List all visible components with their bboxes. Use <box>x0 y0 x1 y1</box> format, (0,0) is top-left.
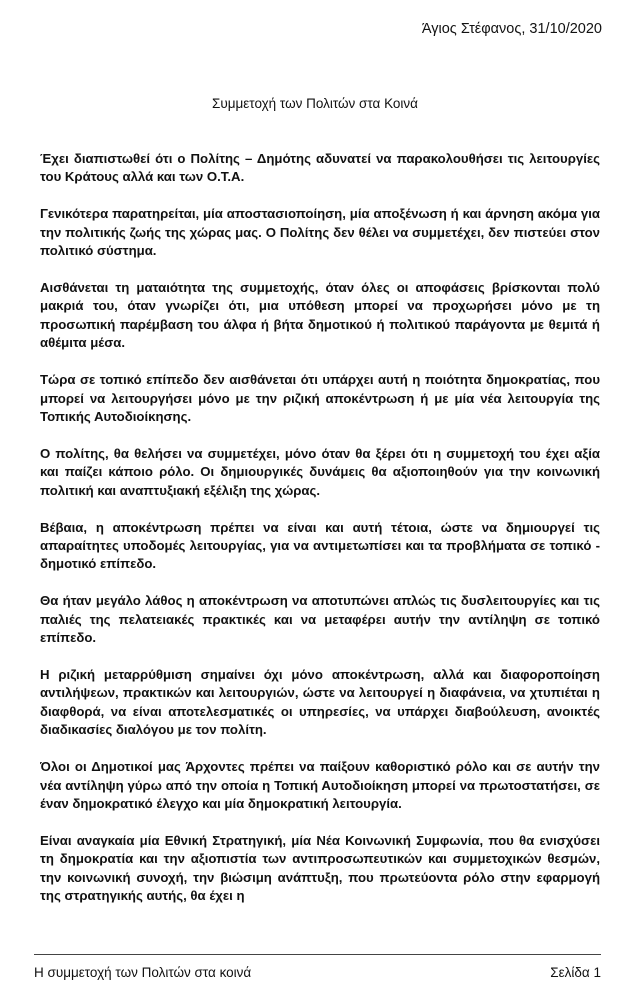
footer-title: Η συμμετοχή των Πολιτών στα κοινά <box>34 965 252 980</box>
paragraph: Έχει διαπιστωθεί ότι ο Πολίτης – Δημότης αδυνατεί να παρακολουθήσει τις λειτουργίες του Κράτους αλλά και των Ο.Τ.Α. <box>40 151 600 185</box>
document-body <box>40 150 600 953</box>
paragraph: Τώρα σε τοπικό επίπεδο δεν αισθάνεται ότι υπάρχει αυτή η ποιότητα δημοκρατίας, που μπορεί να λειτουργήσει μόνο με την ριζική αποκέντρωση ή με μία νέα λειτουργία της Τοπικής Αυτοδιοίκησης. <box>40 372 600 424</box>
paragraph: Αισθάνεται τη ματαιότητα της συμμετοχής, όταν όλες οι αποφάσεις βρίσκονται πολύ μακριά του, όταν γνωρίζει ότι, μια υπόθεση μπορεί να προχωρήσει μόνο με τη προσωπική παρέμβαση του άλφα ή βήτα δημοτικού ή πολιτικού παράγοντα με θεμιτά ή αθέμιτα μέσα. <box>40 280 600 351</box>
paragraph: Η ριζική μεταρρύθμιση σημαίνει όχι μόνο αποκέντρωση, αλλά και διαφοροποίηση αντιλήψεων, πρακτικών και λειτουργιών, ώστε να λειτουργεί η διαφάνεια, να χτυπιέται η διαφθορά, να είναι αποτελεσματικές οι υπηρεσίες, να υπάρχει διαβούλευση, ανοικτές διαδικασίες διαλόγου με τον πολίτη. <box>40 667 600 738</box>
paragraph: Είναι αναγκαία μία Εθνική Στρατηγική, μία Νέα Κοινωνική Συμφωνία, που θα ενισχύσει τη δημοκρατία και την αξιοπιστία των αντιπροσωπευτικών και συμμετοχικών θεσμών, την κοινωνική συνοχή, την βιώσιμη ανάπτυξη, που πρωτεύοντα ρόλο στην εφαρμογή της στρατηγικής αυτής, θα έχει η <box>40 832 600 904</box>
page-footer <box>34 954 601 980</box>
dateline: Άγιος Στέφανος, 31/10/2020 <box>421 21 602 37</box>
paragraph: Γενικότερα παρατηρείται, μία αποστασιοποίηση, μία αποξένωση ή και άρνηση ακόμα για την πολιτικής ζωής της χώρας μας. Ο Πολίτης δεν θέλει να συμμετέχει, δεν πιστεύει στον πολιτικό σύστημα. <box>40 206 600 259</box>
page-number: Σελίδα 1 <box>550 965 601 980</box>
paragraph: Όλοι οι Δημοτικοί μας Άρχοντες πρέπει να παίξουν καθοριστικό ρόλο και σε αυτήν την νέα αντίληψη γύρω από την οποία η Τοπική Αυτοδιοίκηση μπορεί να πρωτοστατήσει, σε έναν δημοκρατικό έλεγχο και μία δημοκρατική λειτουργία. <box>40 759 600 811</box>
document-title: Συμμετοχή των Πολιτών στα Κοινά <box>212 96 418 111</box>
paragraph: Βέβαια, η αποκέντρωση πρέπει να είναι και αυτή τέτοια, ώστε να δημιουργεί τις απαραίτητες υποδομές λειτουργίας, για να αντιμετωπίσει και τα προβλήματα σε τοπικό - δημοτικό επίπεδο. <box>40 519 600 572</box>
paragraph: Ο πολίτης, θα θελήσει να συμμετέχει, μόνο όταν θα ξέρει ότι η συμμετοχή του έχει αξία και παίζει κάποιο ρόλο. Οι δημιουργικές δυνάμεις θα αξιοποιηθούν για την κοινωνική πολιτική και αναπτυξιακή εξέλιξη της χώρας. <box>40 445 600 498</box>
paragraph: Θα ήταν μεγάλο λάθος η αποκέντρωση να αποτυπώνει απλώς τις δυσλειτουργίες και τις παλιές της πελατειακές πρακτικές και να μεταφέρει αυτήν την αντίληψη σε τοπικό επίπεδο. <box>40 593 600 646</box>
